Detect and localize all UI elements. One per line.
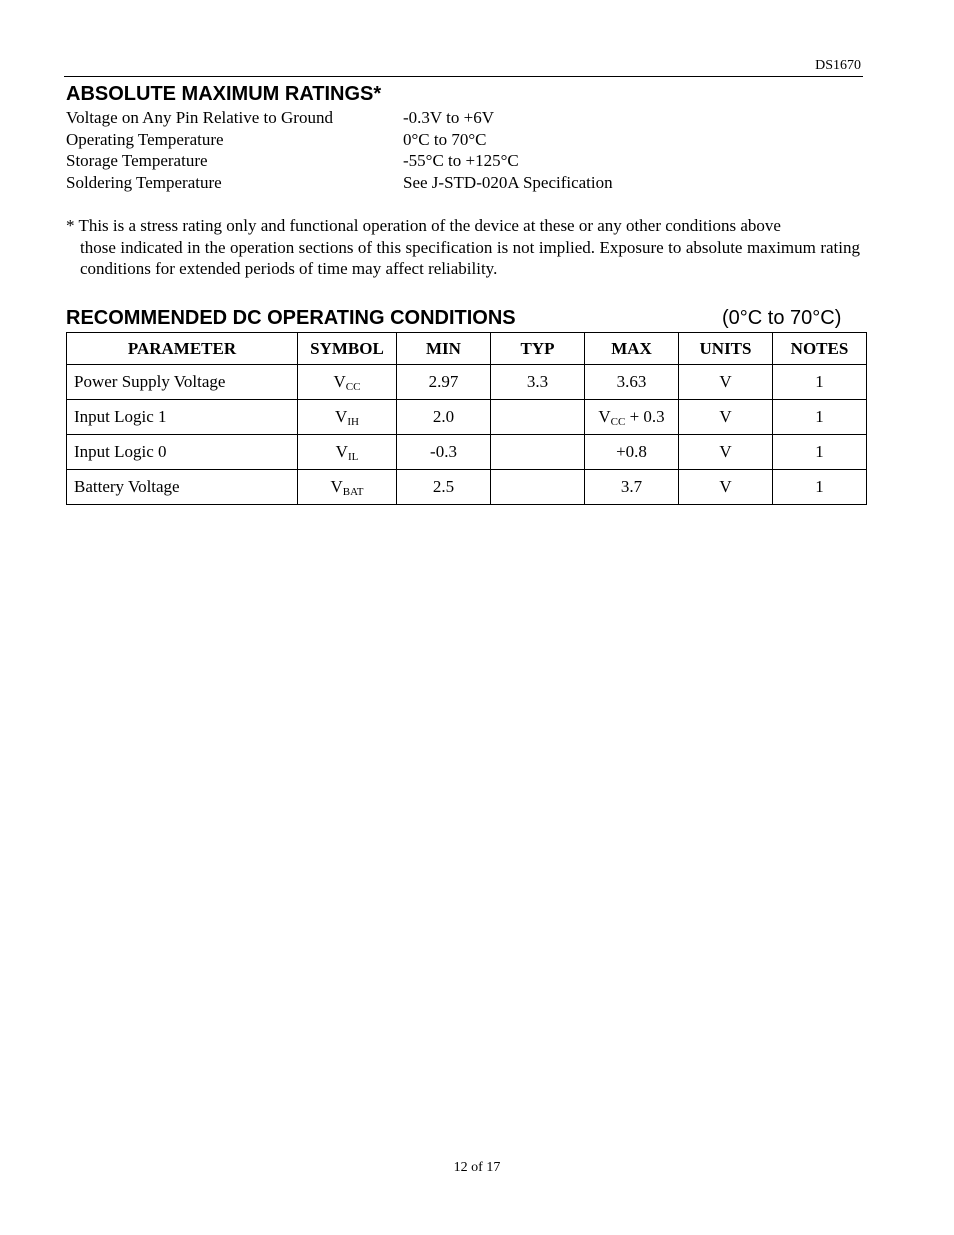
typ-cell: 3.3 (491, 365, 585, 400)
symbol-cell: $V_{IH}$ (298, 400, 397, 435)
stress-rating-note (66, 215, 860, 280)
table-header-row (67, 333, 867, 365)
page-number: 12 of 17 (453, 1160, 501, 1175)
header-rule (64, 76, 863, 77)
notes-cell: 1 (773, 470, 867, 505)
rating-value: -0.3V to +6V (403, 108, 494, 127)
parameter-cell: Power Supply Voltage (67, 365, 298, 400)
parameter-cell: Input Logic 0 (67, 435, 298, 470)
max-cell: 3.7 (585, 470, 679, 505)
column-header: SYMBOL (298, 333, 397, 365)
table-row (67, 365, 867, 400)
column-header: MIN (397, 333, 491, 365)
notes-cell: 1 (773, 435, 867, 470)
column-header: NOTES (773, 333, 867, 365)
parameter-cell: Input Logic 1 (67, 400, 298, 435)
rating-label: Voltage on Any Pin Relative to Ground (66, 108, 333, 127)
dc-conditions-table (66, 332, 867, 505)
symbol-cell: $V_{IL}$ (298, 435, 397, 470)
rating-label: Soldering Temperature (66, 173, 222, 192)
symbol-cell: $V_{BAT}$ (298, 470, 397, 505)
rating-value: See J-STD-020A Specification (403, 173, 613, 192)
units-cell: V (679, 365, 773, 400)
min-cell: 2.0 (397, 400, 491, 435)
rating-label: Storage Temperature (66, 151, 208, 170)
note-continuation: those indicated in the operation sections of this specification is not implied. Exposure to absolute maximum rating conditions for extended periods of time may affect reliability. (80, 237, 860, 278)
max-cell: $V_{CC} + 0.3$ (585, 400, 679, 435)
units-cell: V (679, 400, 773, 435)
note-first-line: * This is a stress rating only and functional operation of the device at these or any other conditions above (66, 216, 781, 235)
table-row (67, 400, 867, 435)
dc-operating-conditions-title: RECOMMENDED DC OPERATING CONDITIONS (66, 307, 516, 329)
absolute-max-ratings-title: ABSOLUTE MAXIMUM RATINGS* (66, 83, 382, 105)
column-header: UNITS (679, 333, 773, 365)
column-header: MAX (585, 333, 679, 365)
table-row (67, 435, 867, 470)
column-header: PARAMETER (67, 333, 298, 365)
document-id: DS1670 (815, 58, 861, 73)
rating-value: 0°C to 70°C (403, 130, 487, 149)
min-cell: -0.3 (397, 435, 491, 470)
notes-cell: 1 (773, 400, 867, 435)
units-cell: V (679, 470, 773, 505)
parameter-cell: Battery Voltage (67, 470, 298, 505)
temperature-range: (0°C to 70°C) (722, 307, 842, 329)
rating-value: -55°C to +125°C (403, 151, 519, 170)
typ-cell (491, 470, 585, 505)
symbol-cell: $V_{CC}$ (298, 365, 397, 400)
typ-cell (491, 435, 585, 470)
column-header: TYP (491, 333, 585, 365)
units-cell: V (679, 435, 773, 470)
table-row (67, 470, 867, 505)
max-cell: +0.8 (585, 435, 679, 470)
min-cell: 2.97 (397, 365, 491, 400)
rating-label: Operating Temperature (66, 130, 224, 149)
notes-cell: 1 (773, 365, 867, 400)
min-cell: 2.5 (397, 470, 491, 505)
typ-cell (491, 400, 585, 435)
max-cell: 3.63 (585, 365, 679, 400)
